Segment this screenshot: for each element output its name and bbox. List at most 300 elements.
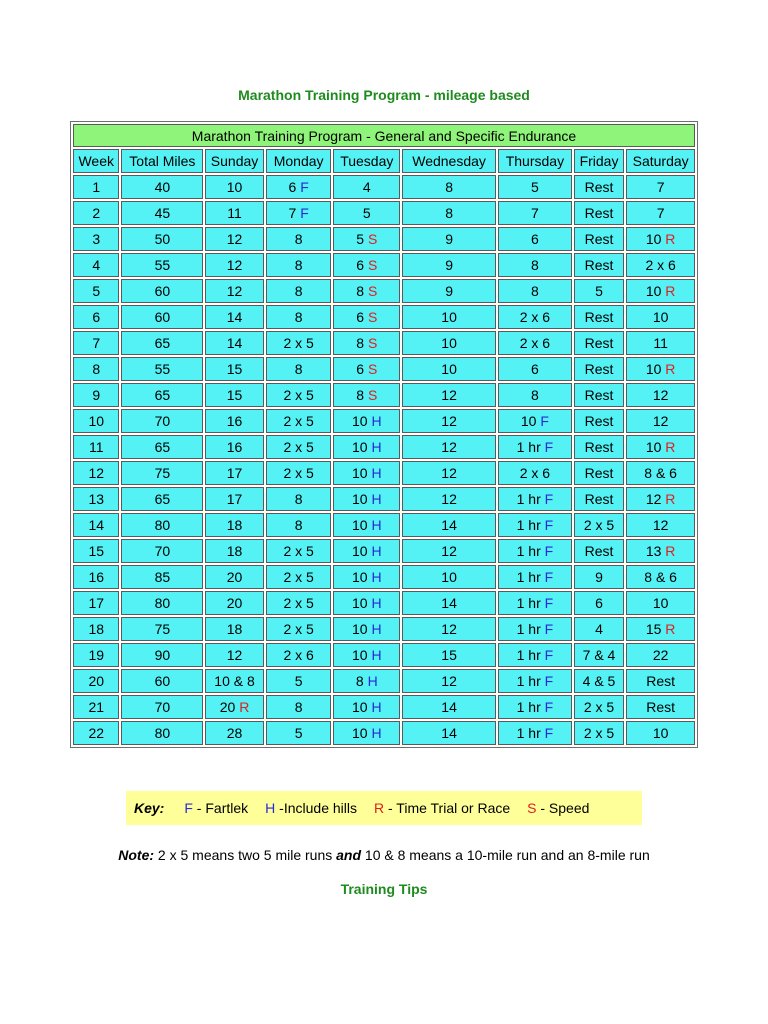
cell-value: 12: [441, 673, 457, 689]
cell-value: 4: [362, 179, 371, 195]
workout-code: H: [367, 673, 378, 689]
cell-value: 14: [226, 309, 243, 325]
workout-code: F: [544, 699, 554, 715]
cell-value: 8: [356, 283, 368, 299]
cell-value: 7: [92, 335, 101, 351]
cell-value: 9: [92, 387, 101, 403]
table-cell: [626, 253, 695, 277]
column-header: Friday: [574, 149, 625, 173]
workout-code: R: [665, 283, 676, 299]
cell-value: 6: [531, 361, 539, 377]
cell-value: Rest: [646, 673, 676, 689]
table-cell: [402, 435, 496, 459]
cell-value: 20: [226, 595, 243, 611]
key-item-fartlek: [184, 800, 248, 816]
workout-code: F: [544, 647, 554, 663]
table-cell: [402, 539, 496, 563]
cell-value: 1: [92, 179, 101, 195]
cell-value: 1 hr: [516, 491, 545, 507]
cell-value: Rest: [584, 309, 614, 325]
cell-value: 55: [154, 361, 171, 377]
table-cell: [498, 591, 572, 615]
cell-value: 80: [154, 517, 171, 533]
table-cell: [574, 175, 625, 199]
table-cell: [266, 175, 332, 199]
workout-code: S: [367, 257, 378, 273]
table-cell: [498, 695, 572, 719]
table-cell: [266, 253, 332, 277]
cell-value: Rest: [584, 465, 614, 481]
cell-value: 7: [656, 179, 665, 195]
table-cell: [498, 175, 572, 199]
workout-code: H: [371, 465, 382, 481]
cell-value: 60: [154, 283, 171, 299]
table-cell: [626, 513, 695, 537]
cell-value: 18: [88, 621, 105, 637]
cell-value: 60: [154, 673, 171, 689]
cell-value: 14: [226, 335, 243, 351]
table-row: [73, 331, 695, 355]
table-cell: [574, 643, 625, 667]
table-cell: [333, 461, 400, 485]
cell-value: 10 & 8: [214, 673, 255, 689]
table-cell: [266, 487, 332, 511]
table-cell: [498, 617, 572, 641]
table-cell: [333, 435, 400, 459]
table-cell: [626, 643, 695, 667]
cell-value: 17: [88, 595, 105, 611]
table-cell: [73, 669, 119, 693]
table-cell: [626, 227, 695, 251]
table-cell: [402, 253, 496, 277]
table-cell: [333, 227, 400, 251]
cell-value: Rest: [584, 413, 614, 429]
table-cell: [205, 227, 264, 251]
workout-code: F: [544, 439, 554, 455]
cell-value: 12: [441, 387, 457, 403]
table-cell: [498, 409, 572, 433]
cell-value: 10: [645, 231, 666, 247]
column-header: Thursday: [498, 149, 572, 173]
workout-code: F: [300, 205, 309, 221]
cell-value: 55: [154, 257, 171, 273]
cell-value: 14: [441, 725, 457, 741]
table-cell: [626, 591, 695, 615]
cell-value: 2 x 5: [283, 621, 314, 637]
table-cell: [333, 591, 400, 615]
table-cell: [402, 331, 496, 355]
cell-value: 10: [652, 725, 669, 741]
table-cell: [574, 617, 625, 641]
table-cell: [121, 617, 203, 641]
cell-value: 80: [154, 725, 171, 741]
table-cell: [121, 721, 203, 745]
table-cell: [121, 695, 203, 719]
table-cell: [574, 201, 625, 225]
table-cell: [333, 383, 400, 407]
cell-value: Rest: [646, 699, 676, 715]
cell-value: 10: [652, 595, 669, 611]
cell-value: 13: [645, 543, 666, 559]
table-cell: [498, 357, 572, 381]
table-cell: [205, 175, 264, 199]
cell-value: 1 hr: [516, 725, 545, 741]
cell-value: 8: [531, 283, 539, 299]
table-row: [73, 253, 695, 277]
cell-value: 2 x 5: [283, 543, 314, 559]
cell-value: Rest: [584, 439, 614, 455]
column-header: Week: [73, 149, 119, 173]
cell-value: 8: [294, 309, 303, 325]
cell-value: 11: [227, 205, 242, 221]
workout-code: F: [540, 413, 549, 429]
workout-code: R: [665, 231, 676, 247]
table-cell: [333, 175, 400, 199]
table-cell: [266, 591, 332, 615]
column-header: Saturday: [626, 149, 695, 173]
table-cell: [498, 721, 572, 745]
workout-code: S: [367, 283, 378, 299]
table-row: [73, 669, 695, 693]
cell-value: 20: [219, 699, 240, 715]
table-row: [73, 305, 695, 329]
table-cell: [626, 409, 695, 433]
cell-value: 8 & 6: [644, 465, 677, 481]
table-cell: [333, 669, 400, 693]
cell-value: 1 hr: [516, 647, 545, 663]
cell-value: 19: [88, 647, 105, 663]
cell-value: Rest: [584, 361, 614, 377]
cell-value: 8: [356, 335, 368, 351]
cell-value: 5: [356, 231, 368, 247]
cell-value: 7 & 4: [582, 647, 616, 663]
table-cell: [205, 305, 264, 329]
table-cell: [73, 201, 119, 225]
workout-code: F: [544, 569, 554, 585]
table-cell: [333, 279, 400, 303]
cell-value: 2 x 5: [583, 725, 615, 741]
table-cell: [402, 227, 496, 251]
note-and: and: [336, 847, 362, 863]
table-cell: [333, 565, 400, 589]
table-cell: [498, 253, 572, 277]
table-cell: [73, 383, 119, 407]
cell-value: 10: [441, 309, 457, 325]
cell-value: 12: [441, 465, 457, 481]
table-cell: [121, 175, 203, 199]
cell-value: 12: [652, 413, 669, 429]
cell-value: 12: [441, 439, 457, 455]
cell-value: 8: [92, 361, 101, 377]
table-cell: [574, 513, 625, 537]
cell-value: 5: [531, 179, 539, 195]
cell-value: 28: [226, 725, 243, 741]
workout-code: R: [239, 699, 250, 715]
legend-key: [126, 791, 642, 825]
table-banner-row: [73, 124, 695, 147]
table-cell: [333, 513, 400, 537]
table-cell: [626, 565, 695, 589]
cell-value: 1 hr: [516, 439, 545, 455]
workout-code: F: [300, 179, 309, 195]
cell-value: 10: [441, 335, 457, 351]
table-cell: [333, 305, 400, 329]
cell-value: 10: [352, 569, 372, 585]
table-cell: [574, 435, 625, 459]
table-cell: [73, 643, 119, 667]
key-label: Key:: [134, 800, 165, 816]
workout-code: S: [367, 231, 378, 247]
table-row: [73, 617, 695, 641]
table-cell: [402, 409, 496, 433]
table-cell: [73, 695, 119, 719]
cell-value: 8 & 6: [644, 569, 677, 585]
cell-value: 5: [595, 283, 603, 299]
table-row: [73, 565, 695, 589]
table-cell: [266, 617, 332, 641]
cell-value: 6: [356, 309, 368, 325]
cell-value: 9: [445, 283, 453, 299]
table-cell: [402, 695, 496, 719]
cell-value: 8: [294, 231, 303, 247]
table-cell: [205, 279, 264, 303]
cell-value: 65: [154, 491, 171, 507]
table-cell: [333, 201, 400, 225]
cell-value: 2 x 5: [583, 699, 615, 715]
cell-value: 10: [352, 647, 372, 663]
table-header-row: [73, 149, 695, 173]
table-row: [73, 513, 695, 537]
workout-code: H: [371, 517, 382, 533]
cell-value: 10: [352, 543, 372, 559]
cell-value: 50: [154, 231, 171, 247]
table-cell: [205, 539, 264, 563]
table-cell: [73, 565, 119, 589]
cell-value: 10: [352, 699, 372, 715]
workout-code: H: [371, 543, 382, 559]
table-cell: [402, 305, 496, 329]
table-cell: [205, 487, 264, 511]
table-cell: [498, 331, 572, 355]
table-cell: [402, 617, 496, 641]
cell-value: 9: [445, 231, 453, 247]
cell-value: 10: [352, 413, 372, 429]
cell-value: 2 x 5: [283, 569, 314, 585]
cell-value: 11: [88, 439, 104, 455]
table-cell: [266, 227, 332, 251]
cell-value: 15: [88, 543, 105, 559]
cell-value: 10: [352, 621, 372, 637]
table-cell: [498, 643, 572, 667]
table-cell: [73, 357, 119, 381]
table-cell: [121, 253, 203, 277]
table-cell: [498, 669, 572, 693]
workout-code: S: [367, 309, 378, 325]
table-cell: [205, 253, 264, 277]
table-cell: [73, 721, 119, 745]
table-cell: [266, 383, 332, 407]
column-header: Wednesday: [402, 149, 496, 173]
training-schedule-table: [70, 121, 698, 748]
table-cell: [574, 409, 625, 433]
table-cell: [73, 487, 119, 511]
table-cell: [574, 279, 625, 303]
table-cell: [266, 331, 332, 355]
table-cell: [498, 565, 572, 589]
cell-value: 8: [294, 361, 303, 377]
table-cell: [626, 669, 695, 693]
cell-value: 10: [352, 725, 372, 741]
table-cell: [402, 357, 496, 381]
cell-value: 2 x 6: [519, 309, 551, 325]
cell-value: 12: [441, 543, 457, 559]
workout-code: F: [544, 725, 554, 741]
cell-value: 45: [154, 205, 171, 221]
cell-value: 1 hr: [516, 621, 545, 637]
cell-value: 16: [226, 439, 243, 455]
cell-value: 1 hr: [516, 569, 545, 585]
table-cell: [626, 331, 695, 355]
cell-value: 14: [88, 517, 105, 533]
table-cell: [402, 513, 496, 537]
cell-value: 12: [226, 257, 243, 273]
table-cell: [574, 591, 625, 615]
note-text: [0, 847, 768, 863]
workout-code: R: [665, 361, 676, 377]
column-header: Tuesday: [333, 149, 400, 173]
cell-value: 12: [441, 413, 457, 429]
table-cell: [121, 279, 203, 303]
table-cell: [574, 305, 625, 329]
table-cell: [574, 669, 625, 693]
cell-value: 2 x 5: [283, 439, 314, 455]
table-cell: [205, 643, 264, 667]
table-cell: [498, 539, 572, 563]
cell-value: 12: [441, 491, 457, 507]
table-row: [73, 227, 695, 251]
key-code: F: [184, 800, 193, 816]
table-cell: [121, 591, 203, 615]
cell-value: Rest: [584, 257, 614, 273]
workout-code: S: [367, 335, 378, 351]
table-cell: [626, 487, 695, 511]
column-header: Monday: [266, 149, 332, 173]
table-cell: [73, 175, 119, 199]
cell-value: 12: [226, 647, 243, 663]
table-cell: [574, 331, 625, 355]
key-code: R: [373, 800, 385, 816]
cell-value: 6: [92, 309, 101, 325]
cell-value: 9: [595, 569, 603, 585]
table-cell: [574, 461, 625, 485]
table-row: [73, 721, 695, 745]
cell-value: 85: [154, 569, 171, 585]
table-cell: [205, 617, 264, 641]
cell-value: 1 hr: [516, 673, 545, 689]
cell-value: 8: [445, 179, 453, 195]
cell-value: 2 x 5: [283, 595, 314, 611]
cell-value: 14: [441, 699, 457, 715]
table-cell: [266, 513, 332, 537]
table-cell: [402, 461, 496, 485]
training-tips-heading: Training Tips: [340, 881, 428, 897]
table-cell: [574, 357, 625, 381]
table-cell: [402, 669, 496, 693]
table-cell: [626, 617, 695, 641]
cell-value: 2 x 5: [283, 465, 314, 481]
cell-value: 22: [652, 647, 669, 663]
key-text: - Time Trial or Race: [384, 800, 511, 816]
cell-value: Rest: [584, 491, 614, 507]
table-cell: [626, 279, 695, 303]
cell-value: 12: [652, 387, 669, 403]
workout-code: R: [665, 543, 676, 559]
table-cell: [205, 565, 264, 589]
cell-value: 10: [352, 465, 372, 481]
cell-value: 8: [294, 257, 303, 273]
cell-value: 4: [595, 621, 603, 637]
cell-value: 2 x 5: [583, 517, 615, 533]
table-cell: [574, 721, 625, 745]
table-cell: [73, 617, 119, 641]
cell-value: 15: [226, 387, 243, 403]
table-row: [73, 435, 695, 459]
table-cell: [333, 357, 400, 381]
table-cell: [626, 175, 695, 199]
table-cell: [498, 201, 572, 225]
table-cell: [205, 357, 264, 381]
table-cell: [73, 435, 119, 459]
table-cell: [626, 461, 695, 485]
cell-value: 8: [294, 517, 303, 533]
table-cell: [626, 305, 695, 329]
cell-value: 20: [88, 673, 105, 689]
cell-value: 21: [88, 699, 105, 715]
cell-value: 13: [88, 491, 105, 507]
note-part-2: 10 & 8 means a 10-mile run and an 8-mile run: [361, 847, 650, 863]
cell-value: 2 x 6: [645, 257, 676, 273]
table-cell: [626, 383, 695, 407]
cell-value: 8: [294, 699, 303, 715]
cell-value: 65: [154, 439, 171, 455]
workout-code: F: [544, 595, 554, 611]
table-cell: [574, 253, 625, 277]
table-cell: [121, 643, 203, 667]
table-row: [73, 695, 695, 719]
table-cell: [333, 617, 400, 641]
cell-value: 10: [352, 439, 372, 455]
table-row: [73, 643, 695, 667]
cell-value: 18: [226, 621, 243, 637]
table-cell: [73, 331, 119, 355]
table-cell: [402, 175, 496, 199]
table-cell: [73, 409, 119, 433]
cell-value: 10: [352, 517, 372, 533]
cell-value: 5: [92, 283, 101, 299]
cell-value: 18: [226, 517, 243, 533]
workout-code: F: [544, 673, 554, 689]
table-cell: [626, 435, 695, 459]
table-cell: [402, 279, 496, 303]
cell-value: 10: [352, 595, 372, 611]
table-cell: [205, 461, 264, 485]
workout-code: H: [371, 491, 382, 507]
cell-value: 12: [441, 621, 457, 637]
cell-value: 70: [154, 699, 171, 715]
cell-value: 16: [88, 569, 105, 585]
table-cell: [402, 591, 496, 615]
cell-value: 12: [226, 231, 243, 247]
